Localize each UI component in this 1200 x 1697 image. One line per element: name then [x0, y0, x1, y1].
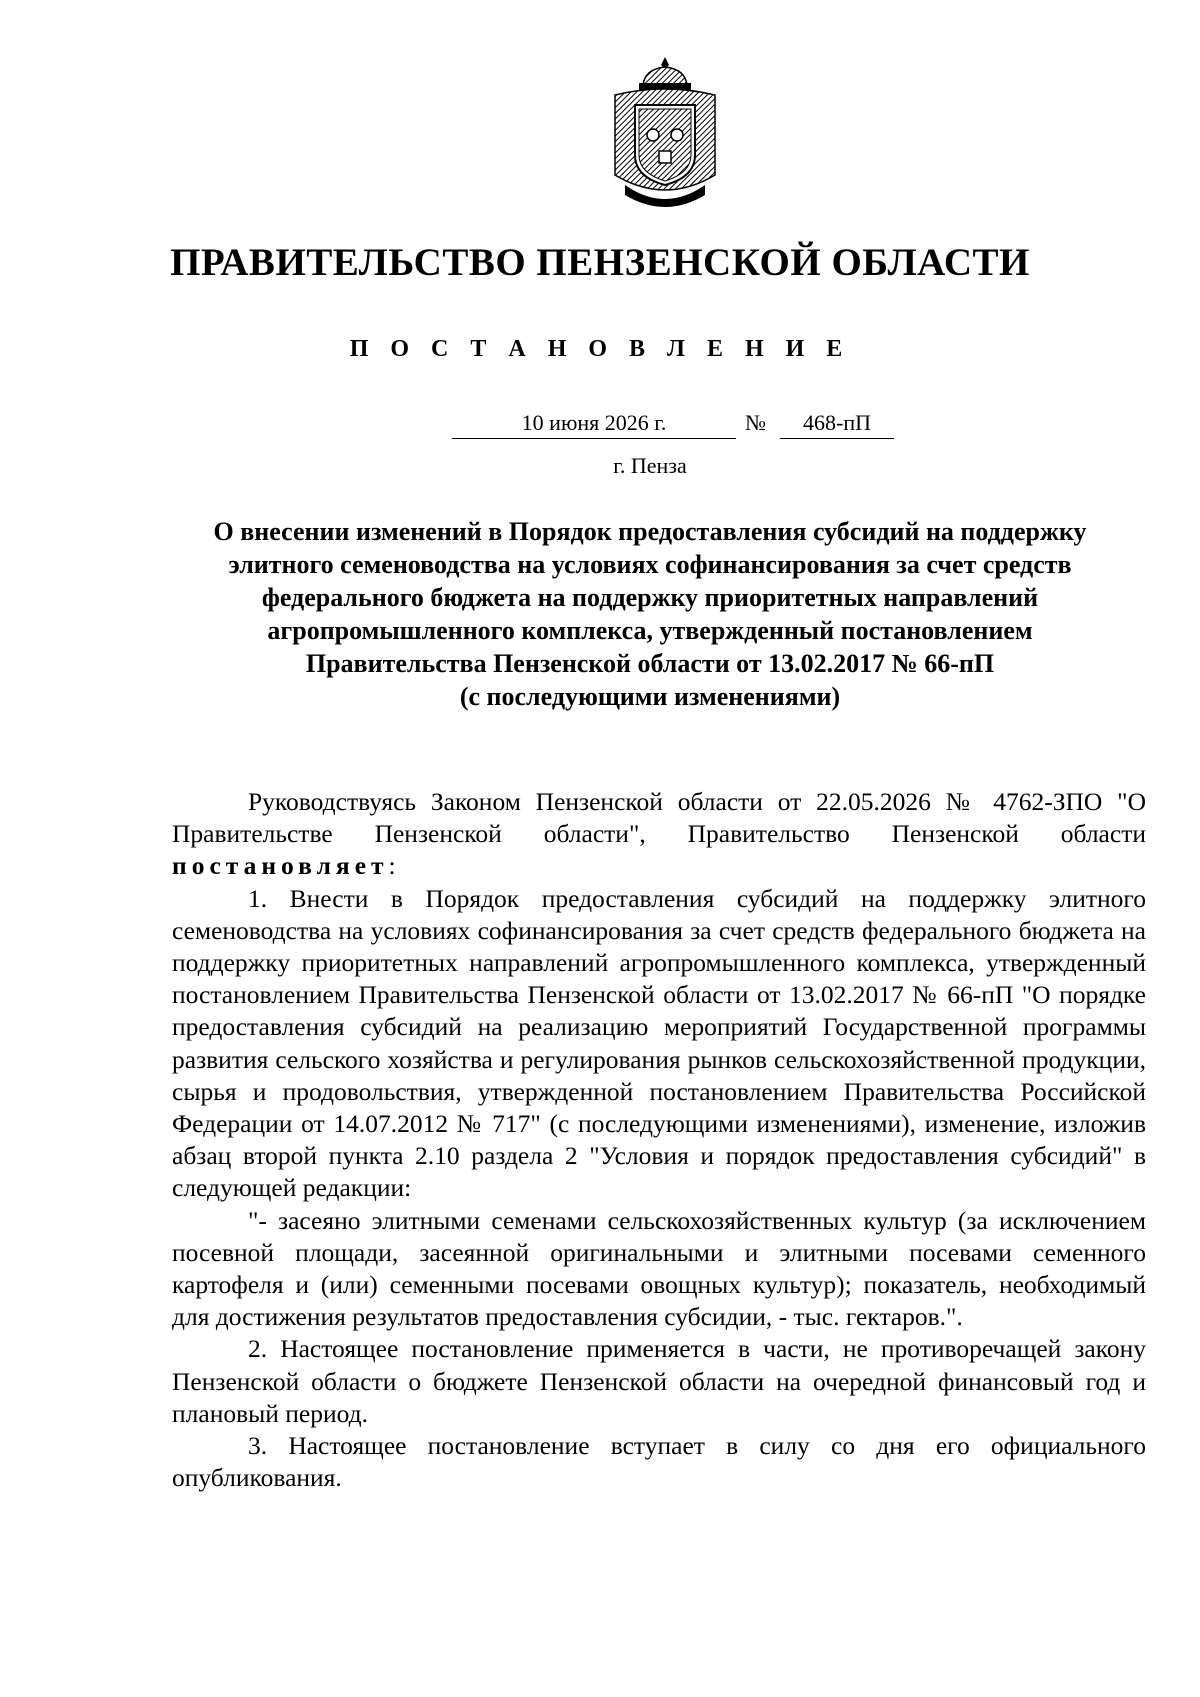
subject-line: агропромышленного комплекса, утвержденный постановлением [267, 616, 1033, 645]
document-subject [160, 515, 1140, 713]
number-sign: № [745, 410, 766, 435]
item-3-paragraph: 3. Настоящее постановление вступает в силу со дня его официального опубликования. [172, 1431, 1146, 1493]
item-2-paragraph: 2. Настоящее постановление применяется в части, не противоречащей закону Пензенской области о бюджете Пензенской области на очередной финансовый год и плановый период. [172, 1334, 1146, 1428]
document-type: П О С Т А Н О В Л Е Н И Е [349, 336, 851, 362]
subject-line: элитного семеноводства на условиях софинансирования за счет средств [228, 550, 1072, 579]
preamble-text: Руководствуясь Законом Пензенской области от 22.05.2026 № 4762-ЗПО "О Правительстве Пензенской области", Правительство Пензенской области [172, 787, 1146, 849]
decree-colon: : [388, 851, 396, 881]
government-title: ПРАВИТЕЛЬСТВО ПЕНЗЕНСКОЙ ОБЛАСТИ [170, 241, 1030, 284]
decree-word: постановляет [172, 851, 389, 881]
document-city: г. Пенза [613, 453, 687, 478]
item-1-paragraph: 1. Внести в Порядок предоставления субсидий на поддержку элитного семеноводства на условиях софинансирования за счет средств федерального бюджета на поддержку приоритетных направлений агропромышленного комплекса, утвержденный постановлением Правительства Пензенской области от 13.02.2017 № 66-пП "О порядке предоставления субсидий на реализацию мероприятий Государственной программы развития сельского хозяйства и регулирования рынков сельскохозяйственной продукции, сырья и продовольствия, утвержденной постановлением Правительства Российской Федерации от 14.07.2012 № 717" (с последующими изменениями), изменение, изложив абзац второй пункта 2.10 раздела 2 "Условия и порядок предоставления субсидий" в следующей редакции: [172, 883, 1146, 1203]
subject-line: О внесении изменений в Порядок предоставления субсидий на поддержку [213, 517, 1087, 546]
coat-of-arms-emblem [605, 55, 725, 215]
preamble-paragraph [172, 786, 1146, 883]
subject-line: Правительства Пензенской области от 13.02.2017 № 66-пП [305, 649, 995, 678]
document-number: 468-пП [780, 410, 894, 439]
subject-line: (с последующими изменениями) [459, 682, 841, 711]
quoted-amendment: "- засеяно элитными семенами сельскохозяйственных культур (за исключением посевной площади, засеянной оригинальными и элитными посевами семенного картофеля и (или) семенными посевами овощных культур); показатель, необходимый для достижения результатов предоставления субсидии, - тыс. гектаров.". [172, 1205, 1146, 1332]
subject-line: федерального бюджета на поддержку приоритетных направлений [261, 583, 1039, 612]
document-date: 10 июня 2026 г. [452, 410, 736, 439]
document-body [172, 786, 1146, 1494]
